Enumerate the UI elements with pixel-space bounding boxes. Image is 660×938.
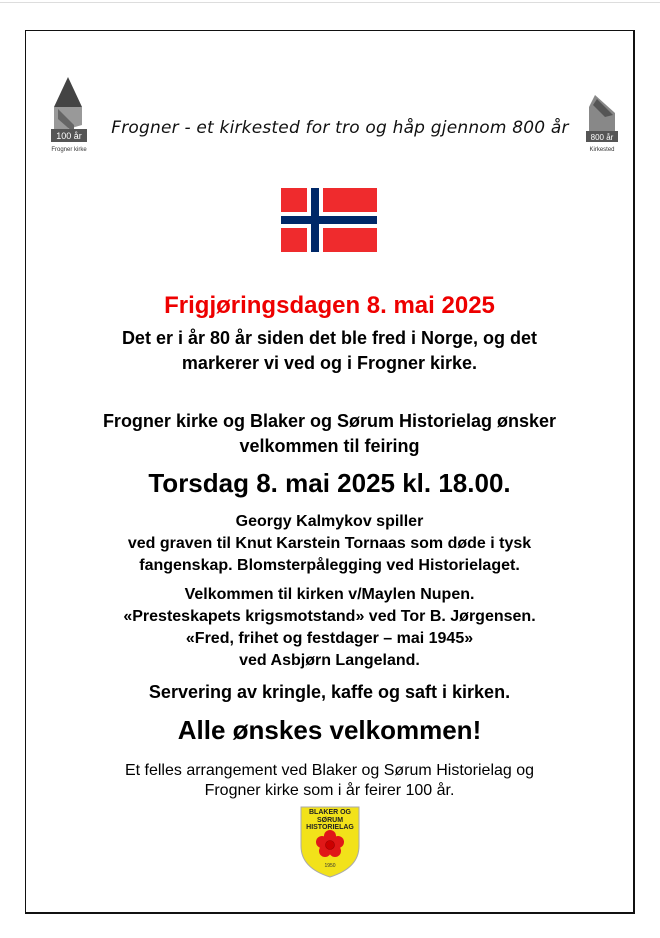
kirkested-800-logo [585, 93, 619, 157]
intro-line: markerer vi ved og i Frogner kirke. [181, 353, 478, 373]
norwegian-flag [281, 188, 377, 252]
program-line: Velkommen til kirken v/Maylen Nupen. [184, 586, 475, 603]
intro-line: Det er i år 80 år siden det ble fred i Norge, og det [121, 328, 538, 348]
footer-text [25, 761, 634, 801]
welcome-line: Frogner kirke og Blaker og Sørum Historielag ønsker [102, 411, 557, 431]
right-logo-caption: Kirkested [589, 147, 615, 153]
program-line: «Fred, frihet og festdager – mai 1945» [185, 630, 474, 647]
program-line: ved graven til Knut Karstein Tornaas som døde i tysk [127, 535, 532, 552]
all-welcome: Alle ønskes velkommen! [177, 715, 482, 745]
crest-year: 1950 [324, 863, 336, 869]
footer-line: Frogner kirke som i år feirer 100 år. [204, 782, 455, 799]
welcome [25, 409, 634, 459]
frogner-kirke-100-logo [48, 75, 90, 157]
motto: Frogner - et kirkested for tro og håp gjennom 800 år [111, 118, 569, 138]
intro [25, 326, 634, 376]
program-graveside [25, 511, 634, 577]
serving: Servering av kringle, kaffe og saft i kirken. [148, 682, 511, 702]
program-line: «Presteskapets krigsmotstand» ved Tor B. Jørgensen. [123, 608, 536, 625]
title: Frigjøringsdagen 8. mai 2025 [164, 292, 495, 319]
program-line: Georgy Kalmykov spiller [235, 513, 424, 530]
historielag-crest [300, 806, 360, 878]
date-line: Torsdag 8. mai 2025 kl. 18.00. [148, 468, 511, 498]
welcome-line: velkommen til feiring [239, 436, 420, 456]
program-church [25, 584, 634, 672]
right-logo-badge: 800 år [590, 133, 614, 142]
program-line: fangenskap. Blomsterpålegging ved Historielaget. [139, 557, 520, 574]
left-logo-caption: Frogner kirke [51, 147, 87, 153]
crest-text: BLAKER OG SØRUM HISTORIELAG [306, 809, 354, 831]
program-line: ved Asbjørn Langeland. [239, 652, 420, 669]
left-logo-badge: 100 år [56, 131, 82, 141]
top-divider [0, 2, 660, 3]
footer-line: Et felles arrangement ved Blaker og Sørum Historielag og [124, 762, 535, 779]
